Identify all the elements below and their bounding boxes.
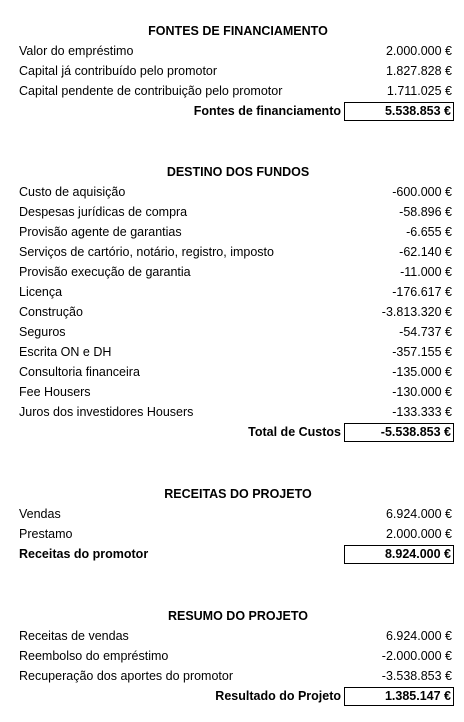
- row-label: Prestamo: [19, 527, 73, 541]
- row-label: Vendas: [19, 507, 61, 521]
- row-label: Recuperação dos aportes do promotor: [19, 669, 234, 683]
- total-row: [16, 686, 454, 706]
- row-label: Consultoria financeira: [19, 365, 140, 379]
- total-label: Total de Custos: [248, 425, 341, 439]
- section-destino: [16, 162, 454, 442]
- total-value-box: 5.538.853 €: [344, 102, 454, 121]
- row-value: -6.655 €: [406, 225, 452, 239]
- row-value: 6.924.000 €: [385, 507, 452, 521]
- table-row: [16, 182, 454, 202]
- table-row: [16, 504, 454, 524]
- row-label: Escrita ON e DH: [19, 345, 112, 359]
- row-label: Reembolso do empréstimo: [19, 649, 169, 663]
- row-value: 1.711.025 €: [386, 84, 452, 98]
- row-value: -62.140 €: [399, 245, 452, 259]
- row-label: Construção: [19, 305, 83, 319]
- table-row: [16, 242, 454, 262]
- row-value: -58.896 €: [399, 205, 452, 219]
- section-title: DESTINO DOS FUNDOS: [166, 165, 310, 179]
- section-resumo: [16, 606, 454, 706]
- table-row: [16, 382, 454, 402]
- table-row: [16, 41, 454, 61]
- row-label: Serviços de cartório, notário, registro, imposto: [19, 245, 274, 259]
- row-value: -133.333 €: [392, 405, 452, 419]
- table-row: [16, 262, 454, 282]
- row-value: 6.924.000 €: [385, 629, 452, 643]
- total-row: [16, 544, 454, 564]
- row-value: -130.000 €: [392, 385, 452, 399]
- table-row: [16, 646, 454, 666]
- row-value: -3.538.853 €: [381, 669, 452, 683]
- table-row: [16, 402, 454, 422]
- table-row: [16, 202, 454, 222]
- row-label: Fee Housers: [19, 385, 91, 399]
- row-label: Provisão agente de garantias: [19, 225, 182, 239]
- row-label: Despesas jurídicas de compra: [19, 205, 188, 219]
- total-label: Resultado do Projeto: [215, 689, 341, 703]
- row-label: Seguros: [19, 325, 66, 339]
- row-value: 2.000.000 €: [385, 527, 452, 541]
- row-value: -2.000.000 €: [381, 649, 452, 663]
- total-row: [16, 101, 454, 121]
- total-row: [16, 422, 454, 442]
- row-value: 1.827.828 €: [385, 64, 452, 78]
- row-value: 2.000.000 €: [385, 44, 452, 58]
- section-fontes: [16, 21, 454, 121]
- row-value: -600.000 €: [392, 185, 452, 199]
- total-value-box: 8.924.000 €: [344, 545, 454, 564]
- table-row: [16, 282, 454, 302]
- row-value: -357.155 €: [392, 345, 452, 359]
- section-title: FONTES DE FINANCIAMENTO: [148, 24, 328, 38]
- row-label: Receitas de vendas: [19, 629, 129, 643]
- table-row: [16, 342, 454, 362]
- row-label: Juros dos investidores Housers: [19, 405, 194, 419]
- total-label: Fontes de financiamento: [193, 104, 341, 118]
- row-label: Capital já contribuído pelo promotor: [19, 64, 218, 78]
- total-value-box: -5.538.853 €: [344, 423, 454, 442]
- row-value: -135.000 €: [392, 365, 452, 379]
- table-row: [16, 81, 454, 101]
- total-value-box: 1.385.147 €: [344, 687, 454, 706]
- table-row: [16, 626, 454, 646]
- row-value: -11.000 €: [400, 265, 452, 279]
- section-title: RESUMO DO PROJETO: [167, 609, 309, 623]
- table-row: [16, 524, 454, 544]
- row-label: Custo de aquisição: [19, 185, 126, 199]
- table-row: [16, 61, 454, 81]
- row-label: Licença: [19, 285, 63, 299]
- row-value: -3.813.320 €: [381, 305, 452, 319]
- table-row: [16, 222, 454, 242]
- total-label: Receitas do promotor: [19, 547, 149, 561]
- row-value: -54.737 €: [399, 325, 452, 339]
- section-title: RECEITAS DO PROJETO: [164, 487, 312, 501]
- row-label: Valor do empréstimo: [19, 44, 134, 58]
- table-row: [16, 302, 454, 322]
- table-row: [16, 322, 454, 342]
- section-receitas: [16, 484, 454, 564]
- row-label: Provisão execução de garantia: [19, 265, 191, 279]
- table-row: [16, 362, 454, 382]
- row-value: -176.617 €: [392, 285, 452, 299]
- row-label: Capital pendente de contribuição pelo promotor: [19, 84, 283, 98]
- table-row: [16, 666, 454, 686]
